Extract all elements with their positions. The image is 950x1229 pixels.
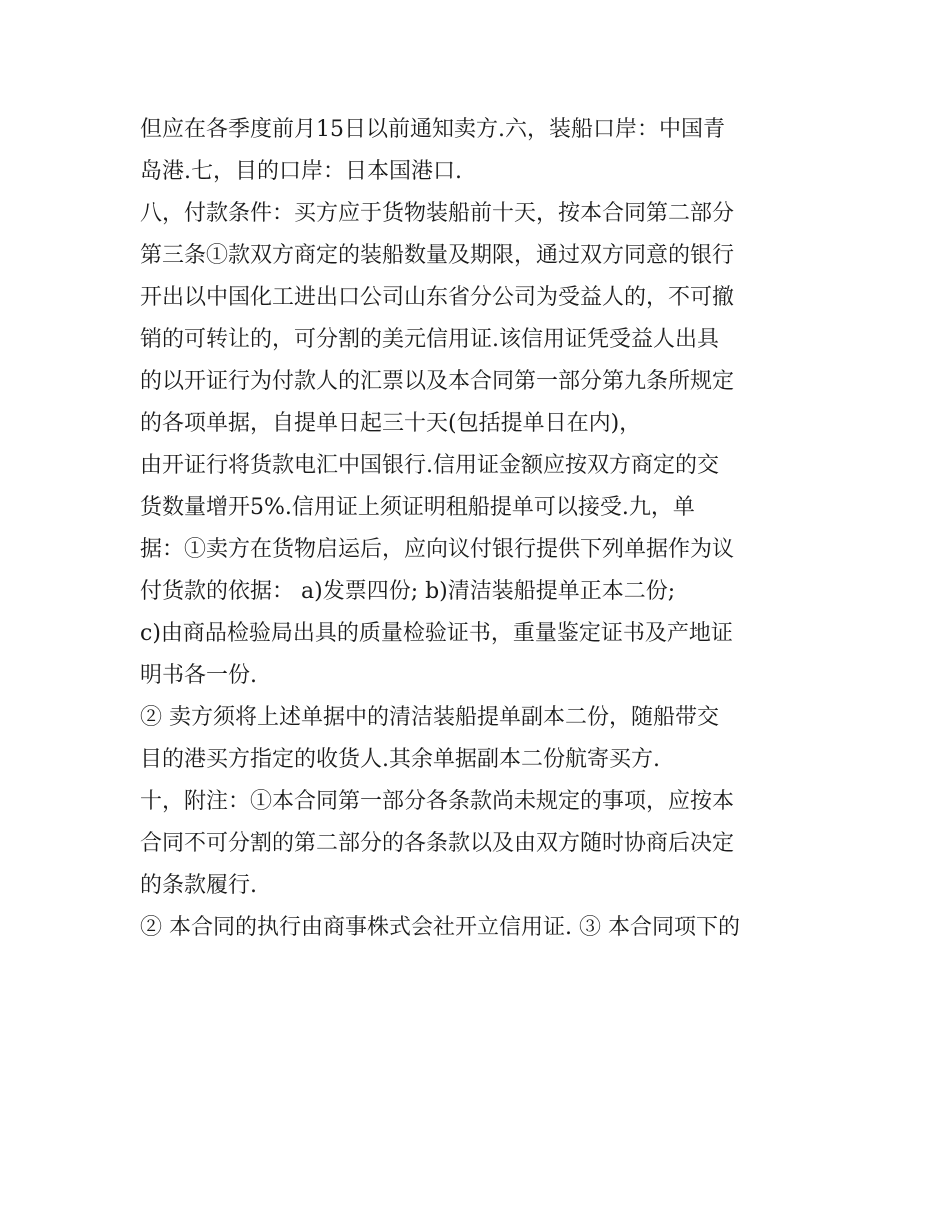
- text-line: 销的可转让的，可分割的美元信用证.该信用证凭受益人出具: [140, 327, 719, 352]
- text-line: 据：①卖方在货物启运后，应向议付银行提供下列单据作为议: [140, 537, 735, 562]
- text-line: 第三条①款双方商定的装船数量及期限，通过双方同意的银行: [140, 243, 735, 268]
- text-line: 目的港买方指定的收货人.其余单据副本二份航寄买方.: [140, 747, 660, 772]
- text-line: 开出以中国化工进出口公司山东省分公司为受益人的，不可撤: [140, 285, 735, 310]
- text-line: 十，附注：①本合同第一部分各条款尚未规定的事项，应按本: [140, 789, 735, 814]
- text-line: 岛港.七，目的口岸：日本国港口.: [140, 159, 462, 184]
- text-line: 合同不可分割的第二部分的各条款以及由双方随时协商后决定: [140, 831, 735, 856]
- text-line: 八，付款条件：买方应于货物装船前十天，按本合同第二部分: [140, 201, 735, 226]
- text-line: 的以开证行为付款人的汇票以及本合同第一部分第九条所规定: [140, 369, 735, 394]
- contract-text-block: [140, 109, 820, 949]
- text-line: 的条款履行.: [140, 873, 257, 898]
- text-line: 由开证行将货款电汇中国银行.信用证金额应按双方商定的交: [140, 453, 719, 478]
- text-line: ② 本合同的执行由商事株式会社开立信用证. ③ 本合同项下的: [140, 915, 740, 940]
- text-line: 明书各一份.: [140, 663, 257, 688]
- text-line: 货数量增开5%.信用证上须证明租船提单可以接受.九，单: [140, 495, 695, 520]
- text-line: c)由商品检验局出具的质量检验证书，重量鉴定证书及产地证: [140, 621, 733, 646]
- text-line: 付货款的依据： a)发票四份; b)清洁装船提单正本二份;: [140, 579, 676, 604]
- text-line: ② 卖方须将上述单据中的清洁装船提单副本二份，随船带交: [140, 705, 719, 730]
- text-line: 但应在各季度前月15日以前通知卖方.六，装船口岸：中国青: [140, 117, 725, 142]
- text-line: 的各项单据，自提单日起三十天(包括提单日在内)，: [140, 411, 642, 436]
